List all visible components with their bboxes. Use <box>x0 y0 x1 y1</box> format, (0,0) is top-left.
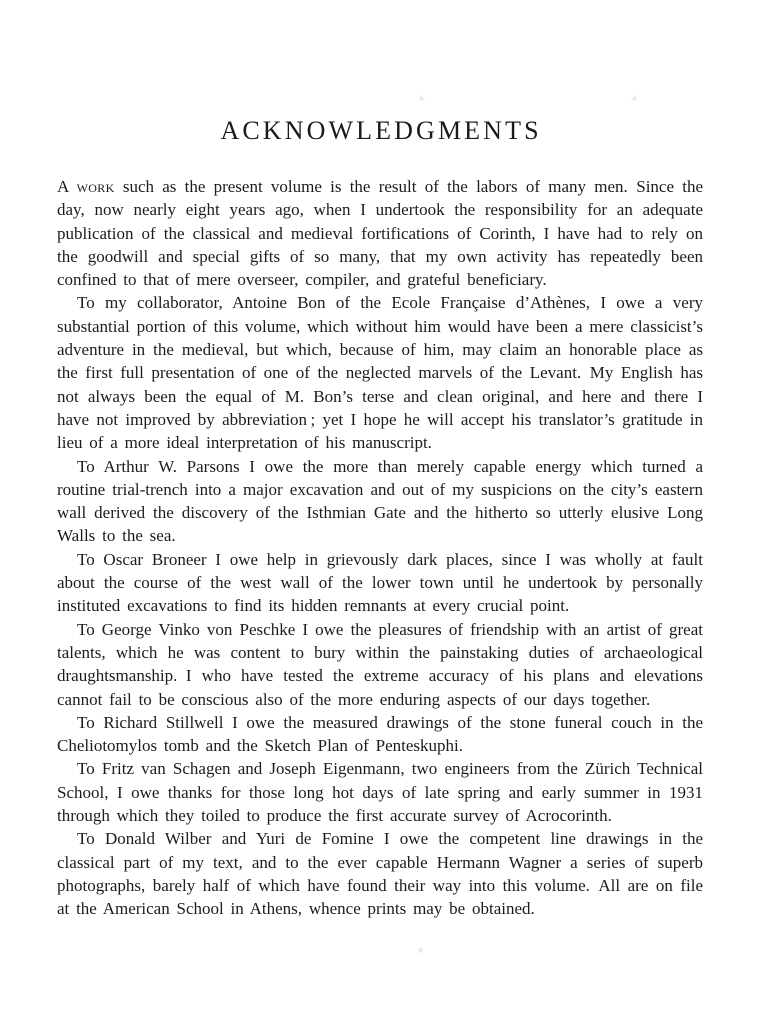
paragraph: To Arthur W. Parsons I owe the more than merely capable energy which turned a routine trial-trench into a major excavation and out of my suspicions on the city’s eastern wall derived the discovery of the Isthmian Gate and the hitherto so utterly elusive Long Walls to the sea. <box>57 456 703 546</box>
scan-speck <box>420 97 423 100</box>
scan-speck <box>633 97 636 100</box>
scan-speck <box>419 949 422 952</box>
acknowledgments-text <box>0 175 759 921</box>
paragraph: To Donald Wilber and Yuri de Fomine I owe the competent line drawings in the classical part of my text, and to the ever capable Hermann Wagner a series of superb photographs, barely half of which have found their way into this volume. All are on file at the American School in Athens, whence prints may be obtained. <box>57 829 703 919</box>
opening-initial: A <box>57 177 77 196</box>
paragraph: To Fritz van Schagen and Joseph Eigenmann, two engineers from the Zürich Technical School, I owe thanks for those long hot days of late spring and early summer in 1931 through which they toiled to produce the first accurate survey of Acrocorinth. <box>57 759 703 826</box>
paragraph: To Richard Stillwell I owe the measured drawings of the stone funeral couch in the Cheliotomylos tomb and the Sketch Plan of Penteskuphi. <box>57 712 703 756</box>
opening-body-text: such as the present volume is the result of the labors of many men. Since the day, now nearly eight years ago, when I undertook the responsibility for an adequate publication of the classical and medieval fortifications of Corinth, I have had to rely on the goodwill and special gifts of so many, that my own activity has repeatedly been confined to that of mere overseer, compiler, and grateful beneficiary. <box>57 177 704 290</box>
paragraph-opening <box>57 175 703 291</box>
paragraph: To George Vinko von Peschke I owe the pleasures of friendship with an artist of great talents, which he was content to bury within the painstaking duties of archaeological draughtsmanship. I who have tested the extreme accuracy of his plans and elevations cannot fail to be conscious also of the more enduring aspects of our days together. <box>57 619 703 709</box>
paragraph: To Oscar Broneer I owe help in grievously dark places, since I was wholly at fault about the course of the west wall of the lower town until he undertook by personally instituted excavations to find its hidden remnants at every crucial point. <box>57 549 703 616</box>
opening-smallcaps-word: work <box>76 177 115 196</box>
page-title: ACKNOWLEDGMENTS <box>220 116 542 145</box>
paragraph: To my collaborator, Antoine Bon of the Ecole Française d’Athènes, I owe a very substantial portion of this volume, which without him would have been a mere classicist’s adventure in the medieval, but which, because of him, may claim an honorable place as the first full presentation of one of the neglected marvels of the Levant. My English has not always been the equal of M. Bon’s terse and clean original, and here and there I have not improved by abbreviation ; yet I hope he will accept his translator’s gratitude in lieu of a more ideal interpretation of his manuscript. <box>57 293 703 453</box>
